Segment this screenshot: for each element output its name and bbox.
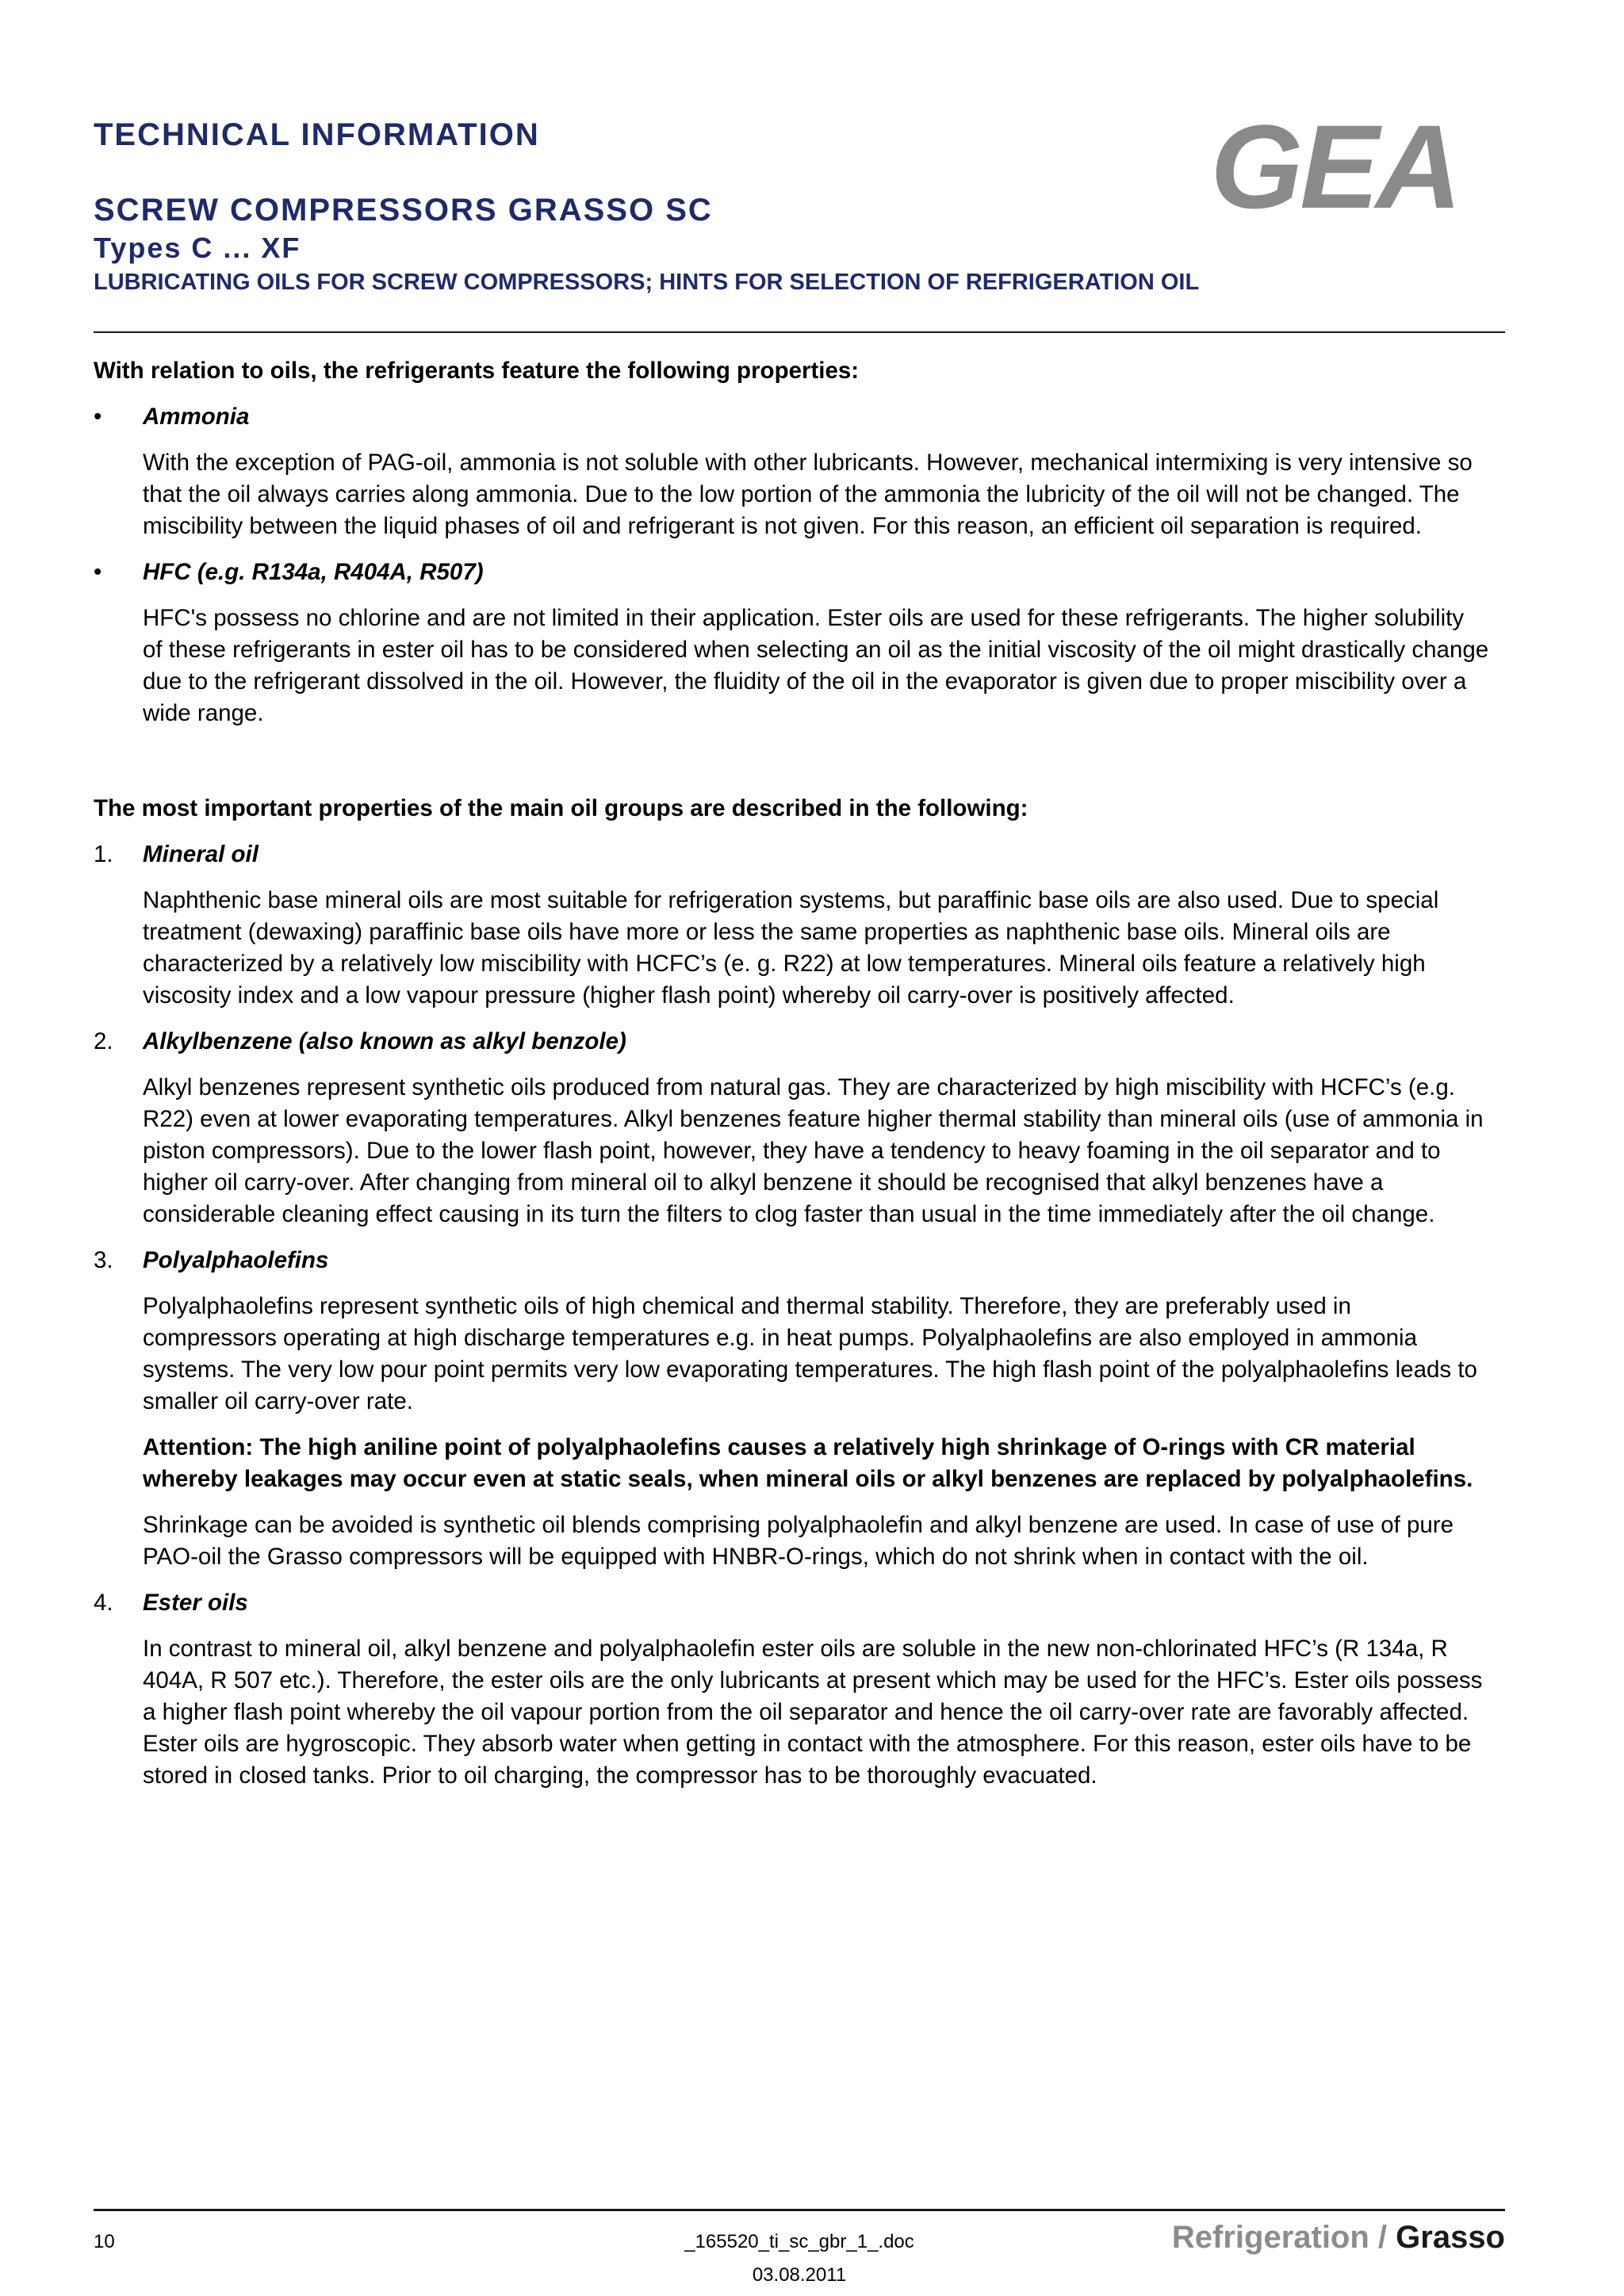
item-text: In contrast to mineral oil, alkyl benzene and polyalphaolefin ester oils are soluble in the new non-chlorinated HFC’s (R 134a, R 404A, R 507 etc.). Therefore, the ester oils are the only lubricants at present which may be used for the HFC’s. Ester oils possess a higher flash point whereby the oil vapour portion from the oil separator and hence the oil carry-over rate are favorably affected. Ester oils are hygroscopic. They absorb water when getting in contact with the atmosphere. For this reason, ester oils have to be stored in closed tanks. Prior to oil charging, the compressor has to be thoroughly evacuated. (143, 1636, 1483, 1789)
item-text: With the exception of PAG-oil, ammonia is not soluble with other lubricants. However, mechanical intermixing is very intensive so that the oil always carries along ammonia. Due to the low portion of the ammonia the lubricity of the oil will not be changed. The miscibility between the liquid phases of oil and refrigerant is not given. For this reason, an efficient oil separation is required. (143, 450, 1473, 539)
item-title: Mineral oil (143, 841, 259, 867)
document-title: SCREW COMPRESSORS GRASSO SC (94, 193, 713, 228)
item-title: HFC (e.g. R134a, R404A, R507) (143, 559, 484, 585)
section-gap (94, 744, 1489, 793)
header-technical-information: TECHNICAL INFORMATION (94, 117, 540, 152)
section1-lead: With relation to oils, the refrigerants feature the following properties: (94, 358, 860, 384)
bullet-marker: • (94, 404, 102, 430)
oil-item-mineral (94, 839, 1489, 1012)
list-number: 2. (94, 1028, 113, 1054)
attention-note: Attention: The high aniline point of polyalphaolefins causes a relatively high shrinkage of O-rings with CR material whereby leakages may occur even at static seals, when mineral oils or alkyl benzenes are replaced by polyalphaolefins. (143, 1434, 1473, 1492)
item-text: Naphthenic base mineral oils are most suitable for refrigeration systems, but paraffinic base oils are also used. Due to special treatment (dewaxing) paraffinic base oils have more or less the same properties as naphthenic base oils. Mineral oils are characterized by a relatively low miscibility with HCFC’s (e. g. R22) at low temperatures. Mineral oils feature a relatively high viscosity index and a low vapour pressure (higher flash point) whereby oil carry-over is positively affected. (143, 887, 1439, 1008)
page-footer (94, 2220, 1505, 2291)
item-title: Alkylbenzene (also known as alkyl benzole) (143, 1028, 626, 1054)
document-date: 03.08.2011 (752, 2264, 847, 2286)
list-number: 3. (94, 1247, 113, 1273)
bullet-marker: • (94, 559, 102, 585)
item-text: Alkyl benzenes represent synthetic oils produced from natural gas. They are characterized by high miscibility with HCFC’s (e.g. R22) even at lower evaporating temperatures. Alkyl benzenes feature higher thermal stability than mineral oils (use of ammonia in piston compressors). Due to the lower flash point, however, they have a tendency to heavy foaming in the oil separator and to higher oil carry-over. After changing from mineral oil to alkyl benzene it should be recognised that alkyl benzenes have a considerable cleaning effect causing in its turn the filters to clog faster than usual in the time immediately after the oil change. (143, 1074, 1484, 1227)
oil-item-polyalphaolefins (94, 1245, 1489, 1573)
page-number: 10 (94, 2231, 115, 2252)
list-number: 4. (94, 1590, 113, 1616)
item-text-secondary: Shrinkage can be avoided is synthetic oil blends comprising polyalphaolefin and alkyl benzene are used. In case of use of pure PAO-oil the Grasso compressors will be equipped with HNBR-O-rings, which do not shrink when in contact with the oil. (143, 1512, 1454, 1570)
document-body (94, 355, 1489, 1806)
refrigerant-item-hfc (94, 557, 1489, 729)
document-subtitle: LUBRICATING OILS FOR SCREW COMPRESSORS; HINTS FOR SELECTION OF REFRIGERATION OIL (94, 270, 1200, 295)
oil-item-alkylbenzene (94, 1026, 1489, 1230)
oil-item-ester (94, 1587, 1489, 1792)
brand-light: Refrigeration / (1171, 2220, 1396, 2255)
item-title: Ester oils (143, 1590, 248, 1616)
item-title: Polyalphaolefins (143, 1247, 329, 1273)
list-number: 1. (94, 841, 113, 867)
item-text: Polyalphaolefins represent synthetic oils of high chemical and thermal stability. Therefore, they are preferably used in compressors operating at high discharge temperatures e.g. in heat pumps. Polyalphaolefins are also employed in ammonia systems. The very low pour point permits very low evaporating temperatures. The high flash point of the polyalphaolefins leads to smaller oil carry-over rate. (143, 1293, 1477, 1414)
header-divider (94, 331, 1505, 333)
gea-logo-text: GEA (1210, 111, 1459, 222)
refrigerant-item-ammonia (94, 401, 1489, 542)
document-filename: _165520_ti_sc_gbr_1_.doc (684, 2231, 914, 2252)
item-title: Ammonia (143, 404, 250, 430)
gea-logo (1164, 111, 1505, 222)
item-text: HFC's possess no chlorine and are not limited in their application. Ester oils are used for these refrigerants. The higher solubility of these refrigerants in ester oil has to be considered when selecting an oil as the initial viscosity of the oil might drastically change due to the refrigerant dissolved in the oil. However, the fluidity of the oil in the evaporator is given due to proper miscibility over a wide range. (143, 605, 1489, 726)
document-types: Types C ... XF (94, 232, 301, 264)
footer-divider (94, 2209, 1505, 2211)
brand-bold: Grasso (1396, 2220, 1505, 2255)
section2-lead: The most important properties of the main oil groups are described in the following: (94, 795, 1028, 821)
footer-brand (1172, 2220, 1505, 2256)
